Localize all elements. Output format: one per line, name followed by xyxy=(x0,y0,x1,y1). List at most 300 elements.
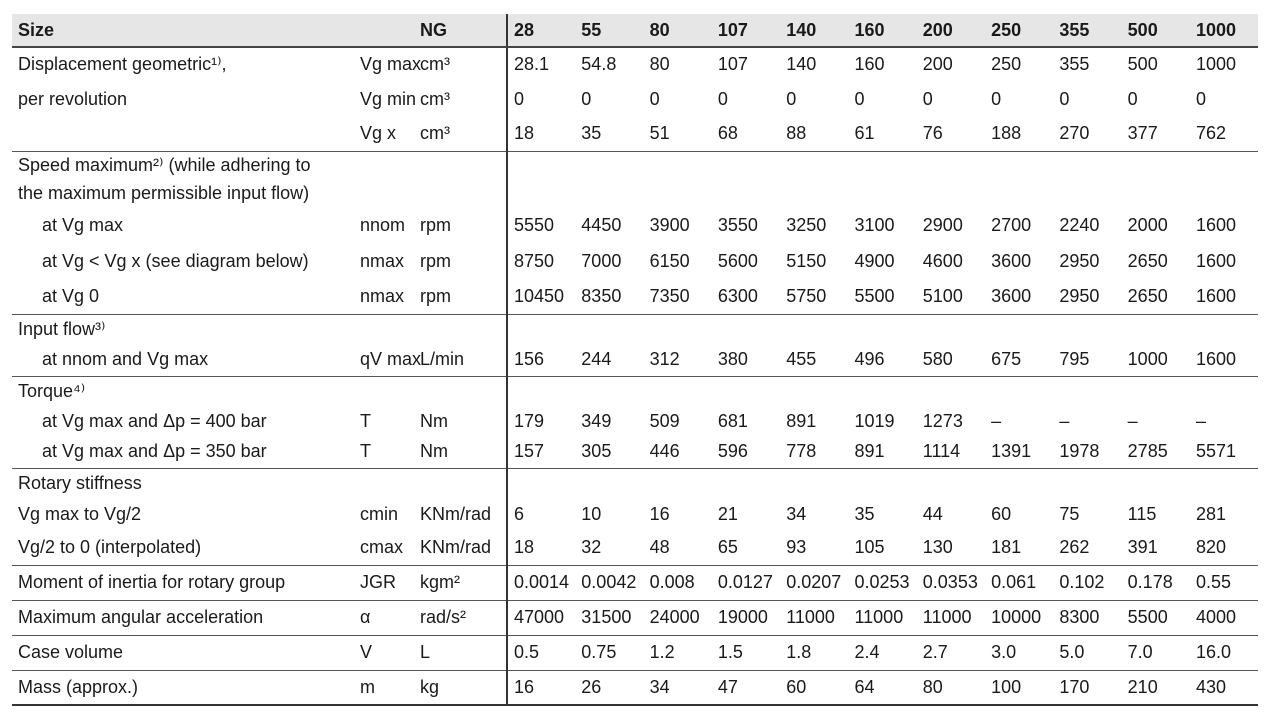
row-value: 0 xyxy=(1195,88,1206,109)
row-value: 140 xyxy=(786,54,817,74)
row-value: 2785 xyxy=(1122,436,1190,468)
row-value xyxy=(985,376,1053,406)
row-value: 8350 xyxy=(575,279,643,314)
row-value: 5100 xyxy=(917,279,985,314)
row-value: 60 xyxy=(991,503,1012,524)
row-value: 16.0 xyxy=(1190,635,1258,670)
row-label: at nnom and Vg max xyxy=(12,344,354,376)
row-label: Displacement geometric¹⁾, xyxy=(18,54,227,74)
row-value xyxy=(917,314,985,344)
row-value xyxy=(985,468,1053,498)
row-label: at Vg 0 xyxy=(12,279,354,314)
row-value: 1273 xyxy=(922,410,963,431)
row-value: 6 xyxy=(507,498,575,530)
row-value: 3550 xyxy=(717,214,758,235)
table-header-row xyxy=(12,14,1258,47)
row-value: 0 xyxy=(1127,88,1138,109)
row-value: 0 xyxy=(991,88,1002,109)
header-size-value: 80 xyxy=(644,14,712,47)
row-value: 181 xyxy=(985,530,1053,565)
row-symbol xyxy=(354,151,414,179)
row-value: 377 xyxy=(1122,117,1190,151)
row-symbol: cmax xyxy=(354,530,414,565)
row-value: 28.1 xyxy=(507,47,575,81)
row-value xyxy=(575,179,643,207)
row-value: 0.75 xyxy=(575,635,643,670)
row-value: 3600 xyxy=(985,279,1053,314)
row-value: 1600 xyxy=(1190,344,1258,376)
cropped-text-strip xyxy=(0,0,1269,6)
row-value xyxy=(780,314,848,344)
row-value xyxy=(985,314,1053,344)
row-value: 7350 xyxy=(644,279,712,314)
row-value: 1.2 xyxy=(644,635,712,670)
row-value: 2650 xyxy=(1127,250,1168,271)
row-value: 65 xyxy=(712,530,780,565)
row-unit: cm³ xyxy=(420,54,450,74)
row-value: 795 xyxy=(1053,344,1121,376)
row-label: Speed maximum²⁾ (while adhering to xyxy=(18,154,311,175)
table-row xyxy=(12,207,1258,243)
row-value: 26 xyxy=(575,670,643,705)
row-value: 19000 xyxy=(712,600,780,635)
row-value: 455 xyxy=(780,344,848,376)
table-row xyxy=(12,670,1258,705)
row-value: 2000 xyxy=(1127,214,1168,235)
table-row xyxy=(12,279,1258,314)
row-value: 8300 xyxy=(1053,600,1121,635)
row-value xyxy=(507,179,575,207)
row-value: 10450 xyxy=(507,279,575,314)
table-row xyxy=(12,47,1258,81)
row-label: Maximum angular acceleration xyxy=(12,600,354,635)
row-value xyxy=(1053,468,1121,498)
row-value: 0.0253 xyxy=(848,565,916,600)
row-unit xyxy=(414,468,507,498)
row-value: 115 xyxy=(1127,503,1157,524)
row-value: 24000 xyxy=(644,600,712,635)
row-value: 0.0127 xyxy=(712,565,780,600)
row-value: 0 xyxy=(717,88,728,109)
row-value: 47 xyxy=(712,670,780,705)
header-size-value: 160 xyxy=(848,14,916,47)
row-value: 2900 xyxy=(922,214,963,235)
row-unit: rpm xyxy=(420,214,451,235)
row-value: 4450 xyxy=(581,214,622,235)
row-value: 6150 xyxy=(649,250,690,271)
row-value xyxy=(712,151,780,179)
row-value: 1114 xyxy=(917,436,985,468)
row-value: 509 xyxy=(649,410,680,431)
row-value: 5600 xyxy=(717,250,758,271)
row-value: 35 xyxy=(575,117,643,151)
header-size-value: 200 xyxy=(917,14,985,47)
row-value: 64 xyxy=(848,670,916,705)
row-value xyxy=(712,179,780,207)
table-row xyxy=(12,468,1258,498)
row-value: 1.8 xyxy=(780,635,848,670)
row-value: 3100 xyxy=(854,214,895,235)
row-value: 210 xyxy=(1122,670,1190,705)
row-value xyxy=(1122,376,1190,406)
row-unit xyxy=(414,179,507,207)
row-value xyxy=(985,151,1053,179)
row-value xyxy=(712,314,780,344)
row-value xyxy=(985,179,1053,207)
row-value xyxy=(780,151,848,179)
row-value xyxy=(575,314,643,344)
row-symbol: Vg x xyxy=(354,117,414,151)
header-size-value: 55 xyxy=(575,14,643,47)
row-value: 2.4 xyxy=(848,635,916,670)
row-value: 305 xyxy=(575,436,643,468)
row-value: 4600 xyxy=(922,250,963,271)
row-value xyxy=(780,468,848,498)
row-unit: rpm xyxy=(420,250,451,271)
row-value: 105 xyxy=(848,530,916,565)
row-value xyxy=(917,468,985,498)
row-unit: cm³ xyxy=(420,88,450,109)
table-row xyxy=(12,344,1258,376)
row-value: – xyxy=(991,410,1002,431)
row-value: 170 xyxy=(1053,670,1121,705)
row-value: 4900 xyxy=(854,250,895,271)
row-value xyxy=(780,179,848,207)
row-value: 312 xyxy=(644,344,712,376)
row-value: 675 xyxy=(985,344,1053,376)
row-value: 11000 xyxy=(780,600,848,635)
row-value: 0 xyxy=(1059,88,1070,109)
row-symbol: m xyxy=(354,670,414,705)
row-symbol: JGR xyxy=(354,565,414,600)
row-value: 7.0 xyxy=(1122,635,1190,670)
row-value: 3250 xyxy=(786,214,827,235)
row-value: 48 xyxy=(644,530,712,565)
row-value: 3600 xyxy=(991,250,1032,271)
row-symbol xyxy=(354,179,414,207)
row-value xyxy=(644,179,712,207)
row-value: 391 xyxy=(1122,530,1190,565)
row-value: 0 xyxy=(786,88,797,109)
row-value: 200 xyxy=(922,54,953,74)
row-value: 0 xyxy=(507,81,575,117)
row-unit: rad/s² xyxy=(414,600,507,635)
row-value xyxy=(848,468,916,498)
header-size-label: Size xyxy=(12,14,354,47)
row-unit: rpm xyxy=(414,279,507,314)
row-value xyxy=(1122,468,1190,498)
header-size-value: 500 xyxy=(1122,14,1190,47)
row-symbol: V xyxy=(354,635,414,670)
header-symbol xyxy=(354,14,414,47)
row-value: 0 xyxy=(581,88,592,109)
row-label: per revolution xyxy=(18,88,128,109)
row-value: 160 xyxy=(854,54,885,74)
row-value: 100 xyxy=(985,670,1053,705)
row-value xyxy=(1190,468,1258,498)
table-row xyxy=(12,635,1258,670)
row-value: 355 xyxy=(1059,54,1090,74)
row-value: 130 xyxy=(917,530,985,565)
row-unit: L/min xyxy=(414,344,507,376)
row-label: Torque⁴⁾ xyxy=(18,380,86,401)
table-row xyxy=(12,530,1258,565)
row-value xyxy=(917,376,985,406)
row-value: 1978 xyxy=(1053,436,1121,468)
row-label: at Vg max and Δp = 350 bar xyxy=(12,436,354,468)
row-value: 0.008 xyxy=(644,565,712,600)
row-value: 68 xyxy=(712,117,780,151)
row-value: 31500 xyxy=(575,600,643,635)
row-unit: cm³ xyxy=(414,117,507,151)
row-value: 1.5 xyxy=(712,635,780,670)
row-value xyxy=(848,179,916,207)
row-value: 0.0014 xyxy=(507,565,575,600)
row-value: 16 xyxy=(649,503,670,524)
row-value: 34 xyxy=(786,503,807,524)
row-value: 349 xyxy=(581,410,612,431)
row-value: 2.7 xyxy=(917,635,985,670)
row-value: 891 xyxy=(848,436,916,468)
row-symbol xyxy=(354,468,414,498)
row-value xyxy=(848,151,916,179)
row-value xyxy=(917,151,985,179)
row-symbol: T xyxy=(360,410,371,431)
row-value xyxy=(848,376,916,406)
row-value: 10000 xyxy=(985,600,1053,635)
row-value: 11000 xyxy=(917,600,985,635)
row-value xyxy=(1122,314,1190,344)
row-unit: kgm² xyxy=(414,565,507,600)
row-value: 157 xyxy=(507,436,575,468)
row-value: 380 xyxy=(712,344,780,376)
row-value: 0.061 xyxy=(985,565,1053,600)
row-value: 21 xyxy=(717,503,738,524)
row-value: 60 xyxy=(780,670,848,705)
row-value: 1019 xyxy=(854,410,895,431)
header-size-value: 355 xyxy=(1053,14,1121,47)
row-value: 281 xyxy=(1195,503,1227,524)
row-symbol: nmax xyxy=(360,250,405,271)
row-value: 2240 xyxy=(1059,214,1100,235)
row-value: 262 xyxy=(1053,530,1121,565)
row-value xyxy=(1122,179,1190,207)
table-row xyxy=(12,600,1258,635)
row-value: 1600 xyxy=(1190,279,1258,314)
row-value: 446 xyxy=(644,436,712,468)
row-value: 18 xyxy=(507,530,575,565)
row-value: 5550 xyxy=(507,207,575,243)
row-symbol: cmin xyxy=(360,503,399,524)
row-value xyxy=(1053,151,1121,179)
row-value: 0.0353 xyxy=(917,565,985,600)
table-row xyxy=(12,565,1258,600)
row-value: 2950 xyxy=(1059,250,1100,271)
row-unit xyxy=(414,376,507,406)
row-value: 5500 xyxy=(1122,600,1190,635)
row-value xyxy=(575,376,643,406)
row-value: 61 xyxy=(848,117,916,151)
row-value: 1600 xyxy=(1195,214,1237,235)
row-unit xyxy=(414,314,507,344)
row-unit: Nm xyxy=(414,436,507,468)
row-label: at Vg max and Δp = 400 bar xyxy=(42,410,267,431)
row-value: 76 xyxy=(917,117,985,151)
row-unit xyxy=(414,151,507,179)
row-unit: Nm xyxy=(420,410,448,431)
row-value: 778 xyxy=(780,436,848,468)
row-value: 47000 xyxy=(507,600,575,635)
row-value: 5500 xyxy=(848,279,916,314)
table-row xyxy=(12,436,1258,468)
row-symbol: α xyxy=(354,600,414,635)
row-unit: KNm/rad xyxy=(414,530,507,565)
row-value xyxy=(848,314,916,344)
row-value: 5750 xyxy=(780,279,848,314)
table-row xyxy=(12,81,1258,117)
row-value: – xyxy=(1127,410,1138,431)
row-value: 1391 xyxy=(985,436,1053,468)
row-value: 891 xyxy=(786,410,817,431)
row-value xyxy=(507,468,575,498)
row-value xyxy=(507,151,575,179)
row-value: 1000 xyxy=(1195,54,1237,74)
row-value: 179 xyxy=(507,406,575,436)
row-value: 6300 xyxy=(712,279,780,314)
header-ng-label: NG xyxy=(414,14,507,47)
row-value: 44 xyxy=(922,503,943,524)
table-row xyxy=(12,406,1258,436)
row-value xyxy=(644,468,712,498)
row-value: 2700 xyxy=(991,214,1032,235)
row-symbol: Vg min xyxy=(360,88,417,109)
row-symbol xyxy=(354,376,414,406)
row-value: 88 xyxy=(780,117,848,151)
row-label: Mass (approx.) xyxy=(12,670,354,705)
row-value: 0.102 xyxy=(1053,565,1121,600)
row-value xyxy=(1053,314,1121,344)
row-value xyxy=(644,314,712,344)
row-value: 5150 xyxy=(786,250,827,271)
row-value xyxy=(1122,151,1190,179)
row-value: 3900 xyxy=(649,214,690,235)
row-symbol: Vg max xyxy=(360,54,422,74)
header-size-value: 140 xyxy=(780,14,848,47)
row-value: 107 xyxy=(717,54,748,74)
row-value: 820 xyxy=(1190,530,1258,565)
row-label: Vg/2 to 0 (interpolated) xyxy=(12,530,354,565)
row-value: 16 xyxy=(507,670,575,705)
row-label: Input flow³⁾ xyxy=(18,318,106,339)
row-value: 0.0042 xyxy=(575,565,643,600)
row-value xyxy=(1053,376,1121,406)
row-unit: L xyxy=(414,635,507,670)
row-value xyxy=(1190,151,1258,179)
row-value: 5.0 xyxy=(1053,635,1121,670)
row-value xyxy=(712,376,780,406)
row-symbol: T xyxy=(354,436,414,468)
table-row xyxy=(12,151,1258,179)
row-value: 0 xyxy=(854,88,865,109)
row-value: 32 xyxy=(575,530,643,565)
row-value xyxy=(1190,179,1258,207)
table-row xyxy=(12,117,1258,151)
row-unit: kg xyxy=(414,670,507,705)
row-label: Vg max to Vg/2 xyxy=(18,503,142,524)
row-label: Rotary stiffness xyxy=(18,472,142,493)
row-unit: KNm/rad xyxy=(420,503,492,524)
row-value: – xyxy=(1195,410,1206,431)
row-label: the maximum permissible input flow) xyxy=(18,182,310,203)
row-value xyxy=(507,376,575,406)
row-value xyxy=(644,151,712,179)
row-value: 0.5 xyxy=(507,635,575,670)
row-value xyxy=(507,314,575,344)
row-value: 188 xyxy=(985,117,1053,151)
table-row xyxy=(12,376,1258,406)
row-value xyxy=(575,468,643,498)
row-value: 596 xyxy=(712,436,780,468)
row-value: 3.0 xyxy=(985,635,1053,670)
row-value: 681 xyxy=(717,410,748,431)
row-value: 0 xyxy=(649,88,660,109)
row-value: 5571 xyxy=(1190,436,1258,468)
row-label: at Vg max xyxy=(42,214,124,235)
table-row xyxy=(12,498,1258,530)
row-value: 11000 xyxy=(848,600,916,635)
technical-data-table xyxy=(12,14,1258,706)
row-value: 496 xyxy=(848,344,916,376)
row-value: 54.8 xyxy=(581,54,617,74)
row-value: 7000 xyxy=(581,250,622,271)
row-value: 34 xyxy=(644,670,712,705)
row-value: 0.0207 xyxy=(780,565,848,600)
row-value: 10 xyxy=(581,503,602,524)
row-value: 1000 xyxy=(1122,344,1190,376)
row-value: 51 xyxy=(644,117,712,151)
row-value xyxy=(1190,376,1258,406)
row-value: 93 xyxy=(780,530,848,565)
row-value: 8750 xyxy=(507,243,575,279)
row-value: 156 xyxy=(507,344,575,376)
row-symbol: nmax xyxy=(354,279,414,314)
row-value: 1600 xyxy=(1195,250,1237,271)
table-row xyxy=(12,179,1258,207)
row-value: 0 xyxy=(922,88,933,109)
row-symbol xyxy=(354,314,414,344)
row-value: 430 xyxy=(1190,670,1258,705)
row-value: 75 xyxy=(1059,503,1080,524)
header-size-value: 1000 xyxy=(1190,14,1258,47)
row-value: 250 xyxy=(991,54,1022,74)
row-symbol: qV max xyxy=(354,344,414,376)
row-value xyxy=(780,376,848,406)
row-value: 500 xyxy=(1127,54,1158,74)
row-value: 18 xyxy=(507,117,575,151)
row-label: Case volume xyxy=(12,635,354,670)
header-size-value: 107 xyxy=(712,14,780,47)
table-row xyxy=(12,314,1258,344)
row-label: at Vg < Vg x (see diagram below) xyxy=(42,250,309,271)
table-row xyxy=(12,243,1258,279)
row-value: 0.178 xyxy=(1122,565,1190,600)
row-value: 2950 xyxy=(1053,279,1121,314)
row-value xyxy=(575,151,643,179)
header-size-value: 28 xyxy=(507,14,575,47)
row-value: 244 xyxy=(575,344,643,376)
row-value: 270 xyxy=(1053,117,1121,151)
row-value: 80 xyxy=(649,54,670,74)
